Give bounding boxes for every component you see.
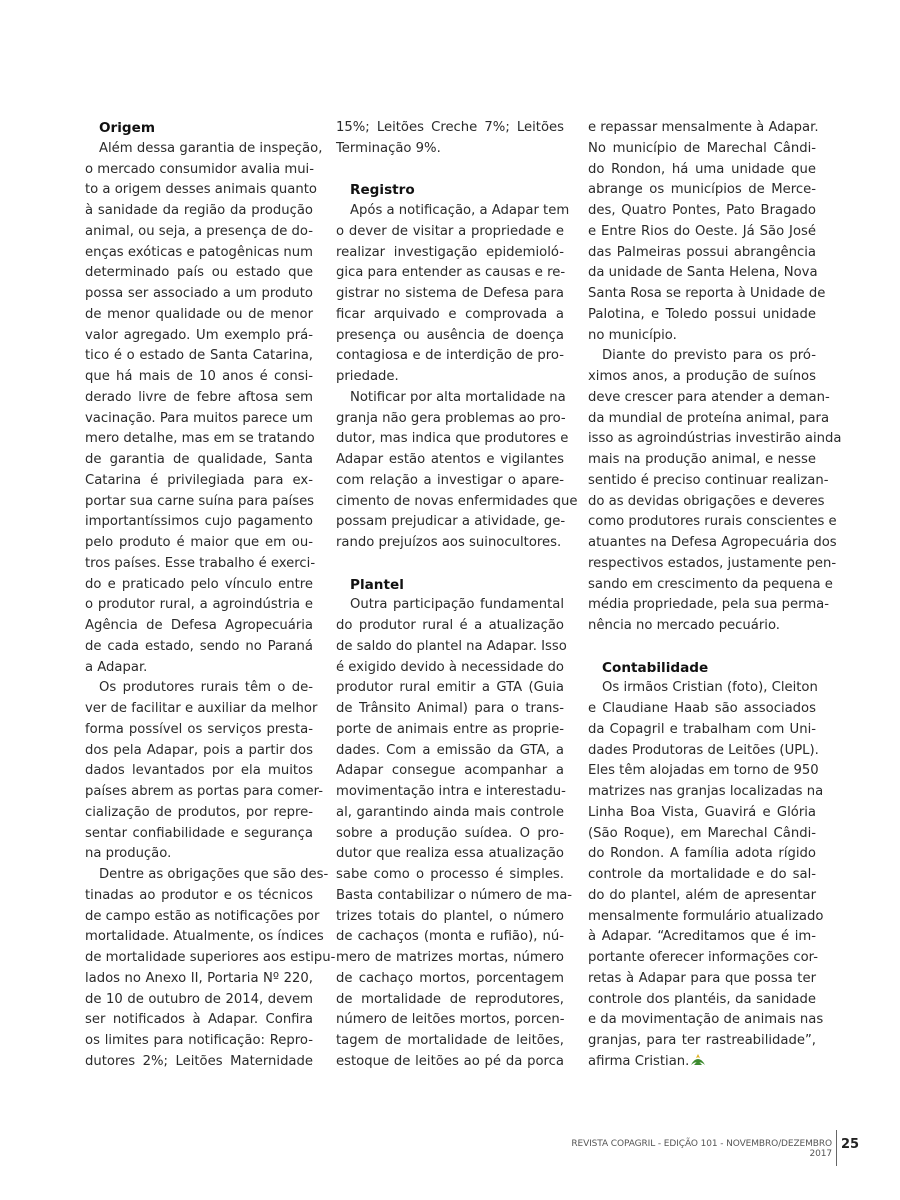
text-line bbox=[85, 222, 313, 243]
text-line-content: o dever de visitar a propriedade e bbox=[336, 223, 564, 239]
text-line bbox=[85, 346, 313, 367]
article-column-2 bbox=[336, 118, 578, 1073]
text-line bbox=[85, 969, 313, 990]
text-line-content: a Adapar. bbox=[85, 659, 148, 675]
text-line-content: cialização de produtos, por repre- bbox=[85, 804, 313, 820]
text-line bbox=[336, 1031, 564, 1052]
text-line-content: 15%; Leitões Creche 7%; Leitões bbox=[336, 120, 564, 135]
text-line bbox=[336, 533, 564, 554]
text-line bbox=[588, 512, 837, 533]
section-heading: Origem bbox=[99, 120, 156, 136]
text-line-content: possam prejudicar a atividade, ge- bbox=[336, 514, 566, 530]
text-line bbox=[85, 512, 313, 533]
text-line bbox=[588, 533, 837, 554]
text-line bbox=[588, 263, 816, 284]
text-line-content: realizar investigação epidemioló- bbox=[336, 244, 564, 260]
text-line bbox=[588, 471, 829, 492]
text-line-content: portar sua carne suína para países bbox=[85, 493, 315, 509]
text-line bbox=[588, 139, 816, 160]
text-line bbox=[85, 429, 313, 450]
text-line bbox=[588, 1031, 816, 1052]
text-line bbox=[336, 471, 564, 492]
text-line bbox=[85, 201, 313, 222]
text-line-content: Após a notificação, a Adapar tem bbox=[350, 203, 570, 218]
text-line-content: isso as agroindústrias investirão ainda bbox=[588, 431, 842, 447]
text-line-content: média propriedade, pela sua perma- bbox=[588, 597, 830, 613]
text-line bbox=[336, 927, 564, 948]
text-line bbox=[85, 160, 313, 181]
section-heading: Registro bbox=[350, 182, 415, 199]
text-line bbox=[336, 782, 564, 803]
text-line-content: da unidade de Santa Helena, Nova bbox=[588, 265, 818, 281]
text-line bbox=[85, 180, 317, 201]
text-line bbox=[336, 388, 564, 409]
text-line-content: Notificar por alta mortalidade na bbox=[350, 389, 566, 405]
text-line bbox=[588, 1010, 824, 1031]
text-line-content: granjas, para ter rastreabilidade”, bbox=[588, 1033, 816, 1048]
text-line-content: tico é o estado de Santa Catarina, bbox=[85, 348, 313, 364]
text-line-content: o mercado consumidor avalia mui- bbox=[85, 161, 314, 177]
text-line-content: Terminação 9%. bbox=[336, 140, 441, 156]
text-line bbox=[85, 616, 313, 637]
text-line bbox=[588, 243, 816, 264]
text-line bbox=[336, 1010, 564, 1031]
text-line bbox=[588, 305, 816, 326]
text-line bbox=[588, 595, 830, 616]
text-line bbox=[85, 533, 313, 554]
text-line-content: possa ser associado a um produto bbox=[85, 286, 313, 301]
text-line-content: sobre a produção suídea. O pro- bbox=[336, 825, 564, 841]
text-line-content: forma possível os serviços presta- bbox=[85, 721, 313, 737]
text-line-content: e Entre Rios do Oeste. Já São José bbox=[588, 223, 816, 239]
text-line bbox=[336, 720, 564, 741]
text-line bbox=[336, 678, 564, 699]
text-line bbox=[588, 907, 824, 928]
text-line bbox=[336, 512, 564, 533]
text-line-content: de menor qualidade ou de menor bbox=[85, 306, 313, 322]
text-line-content: matrizes nas granjas localizadas na bbox=[588, 784, 824, 799]
text-line-content: Os irmãos Cristian (foto), Cleiton bbox=[602, 680, 818, 696]
text-line-content: al, garantindo ainda mais controle bbox=[336, 804, 564, 820]
article-column-1 bbox=[85, 118, 336, 1073]
text-line bbox=[85, 450, 313, 471]
text-line-content: sentido é preciso continuar realizan- bbox=[588, 472, 829, 488]
text-line-content: controle da mortalidade e do sal- bbox=[588, 867, 816, 882]
text-line-content: de Trânsito Animal) para o trans- bbox=[336, 701, 564, 716]
text-line bbox=[588, 990, 816, 1011]
text-line-content: controle dos plantéis, da sanidade bbox=[588, 991, 816, 1007]
text-line-content: priedade. bbox=[336, 369, 399, 384]
text-line-content: Outra participação fundamental bbox=[350, 597, 564, 613]
text-line bbox=[588, 429, 842, 450]
text-line-content: que há mais de 10 anos é consi- bbox=[85, 369, 313, 384]
text-line bbox=[336, 907, 564, 928]
text-line bbox=[85, 948, 336, 969]
text-line bbox=[85, 595, 313, 616]
section-heading: Contabilidade bbox=[602, 659, 709, 676]
text-line-content: dutor que realiza essa atualização bbox=[336, 846, 564, 862]
paragraph bbox=[588, 678, 824, 1072]
text-line bbox=[588, 865, 816, 886]
text-line bbox=[588, 118, 819, 139]
text-line-content: dutor, mas indica que produtores e bbox=[336, 431, 569, 447]
text-line bbox=[588, 886, 816, 907]
text-line-content: Além dessa garantia de inspeção, bbox=[99, 140, 323, 156]
paragraph bbox=[336, 118, 564, 160]
text-line bbox=[588, 160, 816, 181]
text-line-content: mortalidade. Atualmente, os índices bbox=[85, 929, 324, 945]
text-line-content: cimento de novas enfermidades que bbox=[336, 493, 578, 509]
copagril-leaf-icon bbox=[690, 1053, 706, 1065]
text-line-content: da Copagril e trabalham com Uni- bbox=[588, 721, 816, 737]
text-line bbox=[336, 844, 564, 865]
text-line bbox=[336, 222, 564, 243]
text-line bbox=[85, 388, 313, 409]
text-line bbox=[588, 180, 816, 201]
text-line-content: do Rondon, há uma unidade que bbox=[588, 161, 816, 177]
text-line bbox=[588, 367, 816, 388]
text-line-content: presença ou ausência de doença bbox=[336, 327, 564, 343]
text-line-content: tinadas ao produtor e os técnicos bbox=[85, 887, 313, 903]
text-line-content: e Claudiane Haab são associados bbox=[588, 701, 816, 716]
text-line-content: de campo estão as notificações por bbox=[85, 908, 320, 924]
text-line-content: mero detalhe, mas em se tratando bbox=[85, 431, 315, 447]
text-line bbox=[85, 699, 318, 720]
text-line bbox=[588, 720, 816, 741]
text-line bbox=[336, 637, 567, 658]
text-line bbox=[85, 907, 320, 928]
text-line-content: Dentre as obrigações que são des- bbox=[99, 867, 329, 882]
text-line-content: é exigido devido à necessidade do bbox=[336, 659, 564, 675]
text-line bbox=[85, 761, 313, 782]
text-line bbox=[85, 554, 316, 575]
text-line bbox=[85, 844, 313, 865]
text-line-content: ver de facilitar e auxiliar da melhor bbox=[85, 701, 318, 716]
text-line-content: os limites para notificação: Repro- bbox=[85, 1033, 313, 1048]
text-line-content: de saldo do plantel na Adapar. Isso bbox=[336, 638, 567, 654]
text-line bbox=[588, 844, 816, 865]
text-line-content: Agência de Defesa Agropecuária bbox=[85, 618, 313, 633]
text-line bbox=[588, 409, 830, 430]
text-line-content: do as devidas obrigações e deveres bbox=[588, 493, 825, 509]
text-line-content: à Adapar. “Acreditamos que é im- bbox=[588, 929, 816, 945]
text-line-content: Santa Rosa se reporta à Unidade de bbox=[588, 286, 826, 301]
text-line bbox=[85, 803, 313, 824]
text-line bbox=[336, 450, 564, 471]
text-line bbox=[336, 492, 578, 513]
text-line-content: Adapar estão atentos e vigilantes bbox=[336, 452, 564, 467]
text-line-content: afirma Cristian. bbox=[588, 1053, 690, 1069]
text-line bbox=[336, 326, 564, 347]
text-line-content: tros países. Esse trabalho é exerci- bbox=[85, 555, 316, 571]
text-line-content: movimentação intra e interestadu- bbox=[336, 784, 566, 799]
text-line-content: das Palmeiras possui abrangência bbox=[588, 244, 816, 260]
text-line bbox=[336, 1052, 564, 1073]
text-line bbox=[85, 1010, 313, 1031]
text-line-content: de mortalidade superiores aos estipu- bbox=[85, 950, 336, 965]
text-line-content: portante oferecer informações cor- bbox=[588, 950, 818, 965]
text-line-content: dos pela Adapar, pois a partir dos bbox=[85, 742, 313, 758]
text-line-content: gistrar no sistema de Defesa para bbox=[336, 286, 564, 301]
text-line bbox=[85, 471, 313, 492]
paragraph bbox=[588, 118, 826, 346]
text-line-content: enças exóticas e patogênicas num bbox=[85, 244, 313, 260]
text-line bbox=[85, 139, 323, 160]
text-line-content: ximos anos, a produção de suínos bbox=[588, 369, 816, 384]
running-footer: REVISTA COPAGRIL - EDIÇÃO 101 - NOVEMBRO/DEZEMBRO 2017 bbox=[571, 1139, 832, 1159]
text-line bbox=[588, 201, 816, 222]
text-line-content: valor agregado. Um exemplo prá- bbox=[85, 327, 313, 343]
text-line-content: o produtor rural, a agroindústria e bbox=[85, 597, 313, 613]
page-number: 25 bbox=[841, 1137, 860, 1152]
text-line bbox=[336, 803, 564, 824]
article-column-3 bbox=[588, 118, 842, 1073]
text-line-content: na produção. bbox=[85, 846, 172, 862]
text-line-content: Diante do previsto para os pró- bbox=[602, 348, 816, 364]
text-line bbox=[588, 761, 819, 782]
text-line-content: mero de matrizes mortas, número bbox=[336, 950, 564, 965]
text-line-content: to a origem desses animais quanto bbox=[85, 182, 317, 198]
text-line bbox=[588, 554, 837, 575]
text-line-content: determinado país ou estado que bbox=[85, 265, 313, 281]
text-line-content: dades Produtoras de Leitões (UPL). bbox=[588, 742, 819, 758]
text-line-content: do produtor rural é a atualização bbox=[336, 618, 564, 633]
text-line bbox=[336, 658, 564, 679]
text-line-content: atuantes na Defesa Agropecuária dos bbox=[588, 535, 837, 550]
text-line-content: da mundial de proteína animal, para bbox=[588, 410, 830, 426]
text-line-content: Palotina, e Toledo possui unidade bbox=[588, 306, 816, 322]
text-line-content: dutores 2%; Leitões Maternidade bbox=[85, 1053, 313, 1069]
text-line bbox=[588, 450, 816, 471]
text-line bbox=[85, 1031, 313, 1052]
text-line-content: de cachaço mortos, porcentagem bbox=[336, 970, 564, 986]
text-line bbox=[588, 1052, 816, 1073]
text-line bbox=[588, 824, 816, 845]
text-line-content: importantíssimos cujo pagamento bbox=[85, 514, 313, 530]
text-line bbox=[336, 969, 564, 990]
text-line-content: des, Quatro Pontes, Pato Bragado bbox=[588, 203, 816, 218]
section-gap bbox=[336, 160, 564, 181]
text-line-content: rando prejuízos aos suinocultores. bbox=[336, 535, 562, 550]
text-line-content: de cachaços (monta e rufião), nú- bbox=[336, 929, 564, 945]
text-line-content: lados no Anexo II, Portaria Nº 220, bbox=[85, 970, 313, 986]
text-line bbox=[336, 824, 564, 845]
text-line bbox=[588, 741, 819, 762]
text-line-content: retas à Adapar para que possa ter bbox=[588, 970, 816, 986]
text-line-content: países abrem as portas para comer- bbox=[85, 784, 323, 799]
text-line bbox=[588, 927, 816, 948]
text-line bbox=[336, 990, 564, 1011]
text-line-content: sentar confiabilidade e segurança bbox=[85, 825, 313, 841]
text-line bbox=[588, 803, 816, 824]
text-line-content: do e praticado pelo vínculo entre bbox=[85, 576, 313, 592]
text-line-content: vacinação. Para muitos parece um bbox=[85, 410, 313, 426]
text-line bbox=[85, 720, 313, 741]
text-line bbox=[336, 865, 564, 886]
text-line-content: e da movimentação de animais nas bbox=[588, 1012, 824, 1028]
paragraph bbox=[85, 678, 323, 865]
text-line-content: sabe como o processo é simples. bbox=[336, 867, 564, 882]
text-line bbox=[336, 367, 564, 388]
text-line bbox=[85, 637, 313, 658]
text-line-content: Eles têm alojadas em torno de 950 bbox=[588, 763, 819, 779]
text-line bbox=[85, 782, 323, 803]
text-line-content: animal, ou seja, a presença de do- bbox=[85, 223, 313, 239]
text-line-content: de garantia de qualidade, Santa bbox=[85, 452, 313, 467]
text-line bbox=[588, 388, 830, 409]
text-line bbox=[85, 678, 313, 699]
text-line bbox=[588, 969, 816, 990]
text-line bbox=[588, 575, 833, 596]
text-line bbox=[85, 305, 313, 326]
text-line bbox=[336, 429, 569, 450]
text-line-content: Basta contabilizar o número de ma- bbox=[336, 887, 573, 903]
text-line-content: gica para entender as causas e re- bbox=[336, 265, 566, 281]
paragraph bbox=[336, 595, 573, 1072]
text-line-content: ficar arquivado e comprovada a bbox=[336, 306, 564, 322]
text-line-content: do Rondon. A família adota rígido bbox=[588, 846, 816, 862]
text-line bbox=[85, 658, 313, 679]
text-line-content: ser notificados à Adapar. Confira bbox=[85, 1012, 313, 1028]
text-line-content: porte de animais entre as proprie- bbox=[336, 721, 564, 737]
text-line bbox=[588, 782, 824, 803]
text-line-content: derado livre de febre aftosa sem bbox=[85, 389, 313, 405]
text-line bbox=[336, 139, 564, 160]
text-line bbox=[336, 243, 564, 264]
text-line-content: no município. bbox=[588, 327, 677, 343]
text-line bbox=[588, 222, 816, 243]
text-line bbox=[85, 409, 313, 430]
text-line bbox=[85, 824, 313, 845]
paragraph bbox=[588, 346, 842, 637]
paragraph bbox=[85, 865, 336, 1073]
text-line-content: e repassar mensalmente à Adapar. bbox=[588, 120, 819, 135]
text-line-content: granja não gera problemas ao pro- bbox=[336, 410, 566, 426]
text-line-content: estoque de leitões ao pé da porca bbox=[336, 1053, 564, 1069]
text-line bbox=[588, 678, 816, 699]
text-line-content: mensalmente formulário atualizado bbox=[588, 908, 824, 924]
text-line bbox=[85, 284, 313, 305]
text-line-content: tagem de mortalidade de leitões, bbox=[336, 1033, 564, 1048]
text-line bbox=[85, 990, 313, 1011]
text-line bbox=[336, 201, 570, 222]
text-line-content: dades. Com a emissão da GTA, a bbox=[336, 742, 564, 758]
text-line-content: mais na produção animal, e nesse bbox=[588, 452, 816, 467]
text-line bbox=[336, 409, 564, 430]
text-line bbox=[336, 741, 564, 762]
text-line bbox=[85, 326, 313, 347]
text-line bbox=[588, 492, 825, 513]
text-line-content: sando em crescimento da pequena e bbox=[588, 576, 833, 592]
text-line bbox=[336, 118, 564, 139]
section-gap bbox=[588, 637, 816, 658]
section-gap bbox=[336, 554, 564, 575]
text-line-content: Adapar consegue acompanhar a bbox=[336, 763, 564, 779]
text-line-content: nência no mercado pecuário. bbox=[588, 618, 780, 633]
text-line bbox=[85, 865, 329, 886]
text-line-content: Linha Boa Vista, Guavirá e Glória bbox=[588, 804, 816, 820]
text-line-content: de cada estado, sendo no Paraná bbox=[85, 638, 313, 654]
text-line bbox=[588, 346, 816, 367]
text-line-content: com relação a investigar o apare- bbox=[336, 472, 564, 488]
text-line bbox=[336, 263, 564, 284]
text-line-content: pelo produto é maior que em ou- bbox=[85, 535, 313, 550]
footer-divider bbox=[836, 1130, 837, 1166]
text-line-content: (São Roque), em Marechal Cândi- bbox=[588, 825, 816, 841]
text-line-content: trizes totais do plantel, o número bbox=[336, 908, 564, 924]
text-line bbox=[85, 575, 313, 596]
text-line bbox=[85, 243, 313, 264]
text-line bbox=[336, 346, 564, 367]
text-line bbox=[85, 492, 313, 513]
text-line bbox=[85, 927, 324, 948]
text-line bbox=[588, 948, 816, 969]
paragraph bbox=[85, 139, 323, 679]
text-line-content: respectivos estados, justamente pen- bbox=[588, 555, 837, 571]
text-line bbox=[588, 284, 826, 305]
text-line-content: à sanidade da região da produção bbox=[85, 203, 313, 218]
text-line bbox=[588, 616, 816, 637]
text-line bbox=[588, 699, 816, 720]
text-line bbox=[336, 595, 564, 616]
text-line bbox=[588, 326, 816, 347]
text-line-content: dados levantados por ela muitos bbox=[85, 763, 313, 779]
text-line bbox=[336, 948, 564, 969]
text-line-content: de mortalidade de reprodutores, bbox=[336, 991, 564, 1007]
text-line bbox=[336, 305, 564, 326]
text-line bbox=[336, 761, 564, 782]
text-line bbox=[85, 886, 313, 907]
text-line-content: produtor rural emitir a GTA (Guia bbox=[336, 680, 564, 696]
section-heading: Plantel bbox=[350, 576, 404, 593]
text-line-content: do do plantel, além de apresentar bbox=[588, 887, 816, 903]
text-line-content: como produtores rurais conscientes e bbox=[588, 514, 837, 530]
text-line-content: Os produtores rurais têm o de- bbox=[99, 680, 313, 696]
text-line bbox=[336, 616, 564, 637]
text-line bbox=[336, 699, 564, 720]
text-line-content: abrange os municípios de Merce- bbox=[588, 182, 816, 198]
text-line-content: Catarina é privilegiada para ex- bbox=[85, 472, 313, 488]
text-line bbox=[336, 886, 573, 907]
text-line bbox=[85, 263, 313, 284]
text-line-content: número de leitões mortos, porcen- bbox=[336, 1012, 565, 1028]
text-line bbox=[85, 741, 313, 762]
text-line bbox=[336, 284, 564, 305]
text-line-content: de 10 de outubro de 2014, devem bbox=[85, 991, 313, 1007]
text-line-content: No município de Marechal Cândi- bbox=[588, 140, 816, 156]
text-line-content: deve crescer para atender a deman- bbox=[588, 389, 830, 405]
paragraph bbox=[336, 201, 570, 388]
text-line-content: contagiosa e de interdição de pro- bbox=[336, 348, 564, 364]
text-line bbox=[85, 1052, 313, 1073]
text-line bbox=[85, 367, 313, 388]
paragraph bbox=[336, 388, 578, 554]
